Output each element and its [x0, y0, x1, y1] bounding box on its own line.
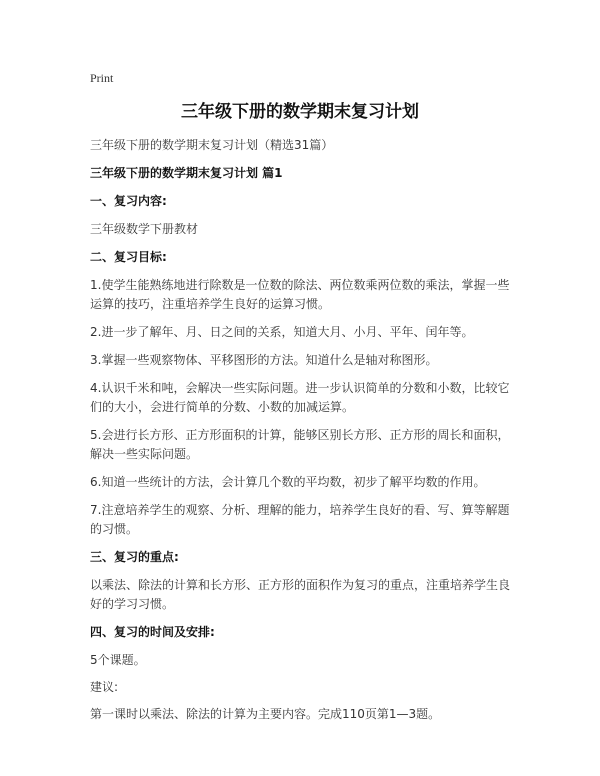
document-title: 三年级下册的数学期末复习计划 [181, 102, 419, 122]
heading-review-content: 一、复习内容: [90, 194, 167, 208]
document-subtitle: 三年级下册的数学期末复习计划（精选31篇） [90, 138, 334, 152]
heading-review-schedule: 四、复习的时间及安排: [90, 625, 215, 639]
goal-item-4: 4.认识千米和吨，会解决一些实际问题。进一步认识简单的分数和小数，比较它们的大小，会进行简单的分数、小数的加减运算。 [90, 381, 510, 414]
goal-item-6: 6.知道一些统计的方法，会计算几个数的平均数，初步了解平均数的作用。 [90, 475, 486, 489]
heading-review-goals: 二、复习目标: [90, 250, 167, 264]
goal-item-3: 3.掌握一些观察物体、平移图形的方法。知道什么是轴对称图形。 [90, 353, 438, 367]
heading-review-focus: 三、复习的重点: [90, 550, 179, 564]
goal-item-7: 7.注意培养学生的观察、分析、理解的能力，培养学生良好的看、写、算等解题的习惯。 [90, 503, 510, 536]
suggestion-label: 建议: [90, 680, 119, 694]
lesson-1-text: 第一课时以乘法、除法的计算为主要内容。完成110页第1—3题。 [90, 707, 441, 721]
goal-item-5: 5.会进行长方形、正方形面积的计算，能够区别长方形、正方形的周长和面积，解决一些实际问题。 [90, 428, 510, 461]
goal-item-1: 1.使学生能熟练地进行除数是一位数的除法、两位数乘两位数的乘法，掌握一些运算的技巧，注重培养学生良好的运算习惯。 [90, 278, 510, 311]
review-focus-text: 以乘法、除法的计算和长方形、正方形的面积作为复习的重点，注重培养学生良好的学习习惯。 [90, 578, 511, 611]
print-link[interactable]: Print [90, 71, 114, 85]
review-content-text: 三年级数学下册教材 [90, 222, 199, 236]
schedule-count-text: 5个课题。 [90, 653, 146, 667]
goal-item-2: 2.进一步了解年、月、日之间的关系，知道大月、小月、平年、闰年等。 [90, 325, 474, 339]
section-title: 三年级下册的数学期末复习计划 篇1 [90, 166, 283, 180]
